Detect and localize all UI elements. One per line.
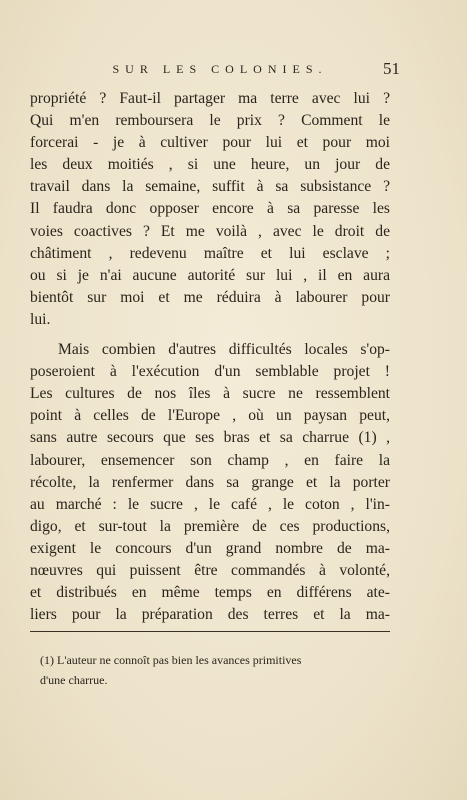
text-line: nœuvres qui puissent être commandés à volonté, xyxy=(30,561,390,579)
text-line: Les cultures de nos îles à sucre ne ressemblent xyxy=(30,385,390,403)
text-line: au marché : le sucre , le café , le coton , l'in- xyxy=(30,495,390,513)
text-line: digo, et sur-tout la première de ces productions, xyxy=(30,517,390,535)
text-line: châtiment , redevenu maître et lui esclave ; xyxy=(30,244,390,262)
text-line: les deux moitiés , si une heure, un jour de xyxy=(30,156,390,174)
text-line: labourer, ensemencer son champ , en faire la xyxy=(30,451,390,469)
footnote-line: d'une charrue. xyxy=(40,673,108,687)
text-line: bientôt sur moi et me réduira à labourer pour xyxy=(30,288,390,306)
text-line: poseroient à l'exécution d'un semblable projet ! xyxy=(30,363,390,381)
page-number: 51 xyxy=(383,59,400,78)
text-line: et distribués en même temps en différens ate- xyxy=(30,584,390,602)
footnote xyxy=(40,650,390,690)
text-line: forcerai - je à cultiver pour lui et pour moi xyxy=(30,134,390,152)
running-title: SUR LES COLONIES. xyxy=(112,62,328,76)
footnote-rule xyxy=(30,631,390,632)
text-line: propriété ? Faut-il partager ma terre avec lui ? xyxy=(30,90,390,107)
text-line: ou si je n'ai aucune autorité sur lui , il en aura xyxy=(30,266,390,284)
text-line: exigent le concours d'un grand nombre de ma- xyxy=(30,539,390,557)
body-text xyxy=(30,88,390,626)
text-line: Qui m'en remboursera le prix ? Comment le xyxy=(30,112,390,130)
paragraph xyxy=(30,339,390,626)
text-line: travail dans la semaine, suffit à sa subsistance ? xyxy=(30,178,390,196)
running-head xyxy=(60,60,400,80)
text-line: Il faudra donc opposer encore à sa paresse les xyxy=(30,200,390,218)
paragraph xyxy=(30,88,390,331)
text-line: point à celles de l'Europe , où un paysan peut, xyxy=(30,407,390,425)
text-line: Mais combien d'autres difficultés locales s'op- xyxy=(58,341,390,359)
text-line: lui. xyxy=(30,310,51,328)
text-line: récolte, la renfermer dans sa grange et la porter xyxy=(30,473,390,491)
footnote-line: (1) L'auteur ne connoît pas bien les avances primitives xyxy=(40,653,302,667)
text-line: liers pour la préparation des terres et la ma- xyxy=(30,606,390,624)
text-line: sans autre secours que ses bras et sa charrue (1) , xyxy=(30,429,390,447)
text-line: voies coactives ? Et me voilà , avec le droit de xyxy=(30,222,390,240)
